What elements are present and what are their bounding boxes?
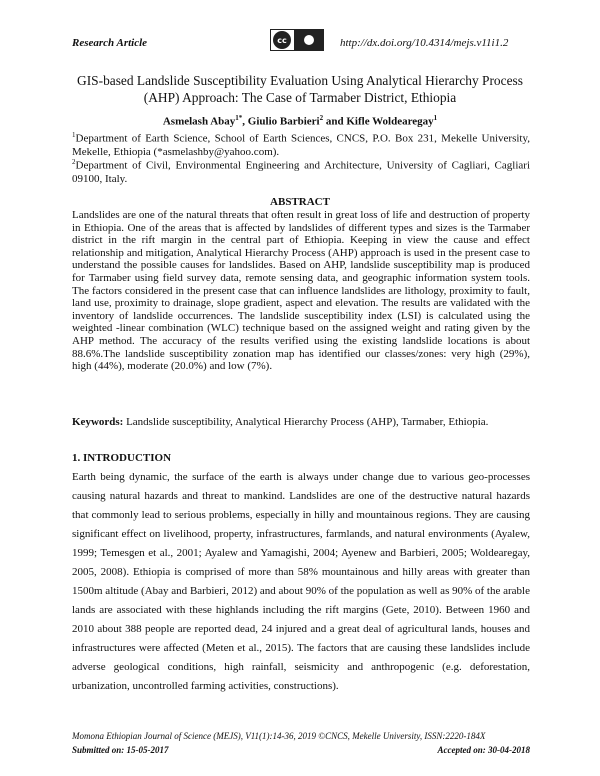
section-heading: 1. INTRODUCTION: [72, 452, 172, 464]
abstract-body: Landslides are one of the natural threats that often result in great loss of life and destruction of property in Ethiopia. One of the areas that is affected by landslides of different types and sizes is the Tarmaber district in the rift margin in the central part of Ethiopia. Keeping in view the cause and effect relationship and mitigation, Analytical Hierarchy Process (AHP) approach is used in the present case to understand the possible causes for landslides. Based on AHP, landslide susceptibility map is produced for Tarmaber using field survey data, remote sensing data, and geographic information system tools. The factors considered in the present case that can influence landslides are lithology, proximity to fault, land use, proximity to drainage, slope gradient, aspect and elevation. The results are validated with the inventory of landslide occurrences. The landslide susceptibility index (LSI) is calculated using the weighted -linear combination (WLC) technique based on the assigned weight and rating given by the AHP method. The accuracy of the results verified using the existing landslide locations is about 88.6%.The landslide susceptibility zonation map has identified our classes/zones: very high (29%), high (44%), moderate (20.0%) and low (7%).: [72, 209, 530, 373]
author-list: Asmelash Abay$^{1*}$, Giulio Barbieri$^2$ and Kifle Woldearegay$^1$: [162, 114, 438, 128]
affiliation-sup: 1: [72, 131, 76, 139]
author-sup: 1: [433, 114, 438, 122]
affiliation: [72, 156, 530, 187]
article-type: Research Article: [72, 37, 148, 49]
keywords-text: Landslide susceptibility, Analytical Hierarchy Process (AHP), Tarmaber, Ethiopia.: [126, 416, 489, 428]
author-name: Kifle Woldearegay: [346, 115, 434, 128]
author-sup: 1*: [235, 114, 243, 122]
author-sup: 2: [319, 114, 324, 122]
doi-link[interactable]: http://dx.doi.org/10.4314/mejs.v11i1.2: [340, 37, 509, 49]
keywords-label: Keywords:: [72, 416, 124, 428]
abstract-heading: ABSTRACT: [270, 196, 330, 208]
author-name: Giulio Barbieri: [247, 115, 320, 128]
submitted-date: Submitted on: 15-05-2017: [72, 745, 169, 755]
affiliation-sup: 2: [72, 158, 76, 166]
cc-icon: cc: [273, 31, 291, 49]
introduction-body: Earth being dynamic, the surface of the earth is always under change due to various geo-processes causing natural hazards and threat to mankind. Landslides are one of the destructive natural hazards that commonly lead to serious problems, especially in hilly and mountainous regions. They are causing significant effect on livelihood, property, infrastructures, farmlands, and natural environments (Ayalew, 1999; Temesgen et al., 2001; Ayalew and Yamagishi, 2004; Ayenew and Barbieri, 2005; Woldearegay, 2005, 2008). Ethiopia is comprised of more than 58% mountainous and hilly areas with greater than 1500m altitude (Abay and Barbieri, 2012) and about 90% of the population as well as 90% of the arable lands are associated with these highlands including the rift margins (Gete, 2010). Between 1960 and 2010 about 388 people are reported dead, 24 injured and a great deal of agricultural lands, houses and infrastructures were affected (Meten et al., 2015). The factors that are causing these landslides include adverse geological conditions, high rainfall, seismicity and anthropogenic (e.g. deforestation, urbanization, uncontrolled farming activities, constructions).: [72, 471, 530, 692]
keywords: [72, 416, 530, 429]
author-name: Asmelash Abay: [162, 115, 236, 128]
attribution-icon: [294, 30, 323, 50]
affiliation-text: Department of Civil, Environmental Engineering and Architecture, University of Cagliari, Cagliari 09100, Italy.: [72, 159, 530, 186]
accepted-date: Accepted on: 30-04-2018: [437, 745, 530, 755]
affiliation-text: Department of Earth Science, School of Earth Sciences, CNCS, P.O. Box 231, Mekelle University, Mekelle, Ethiopia (*asmelashby@yahoo.com).: [72, 132, 530, 159]
cc-license-badge[interactable]: [270, 29, 324, 51]
paper-title: GIS-based Landslide Susceptibility Evaluation Using Analytical Hierarchy Process (AHP) Approach: The Case of Tarmaber District, Ethiopia: [77, 73, 523, 105]
journal-citation: Momona Ethiopian Journal of Science (MEJS), V11(1):14-36, 2019 ©CNCS, Mekelle University, ISSN:2220-184X: [72, 731, 486, 741]
